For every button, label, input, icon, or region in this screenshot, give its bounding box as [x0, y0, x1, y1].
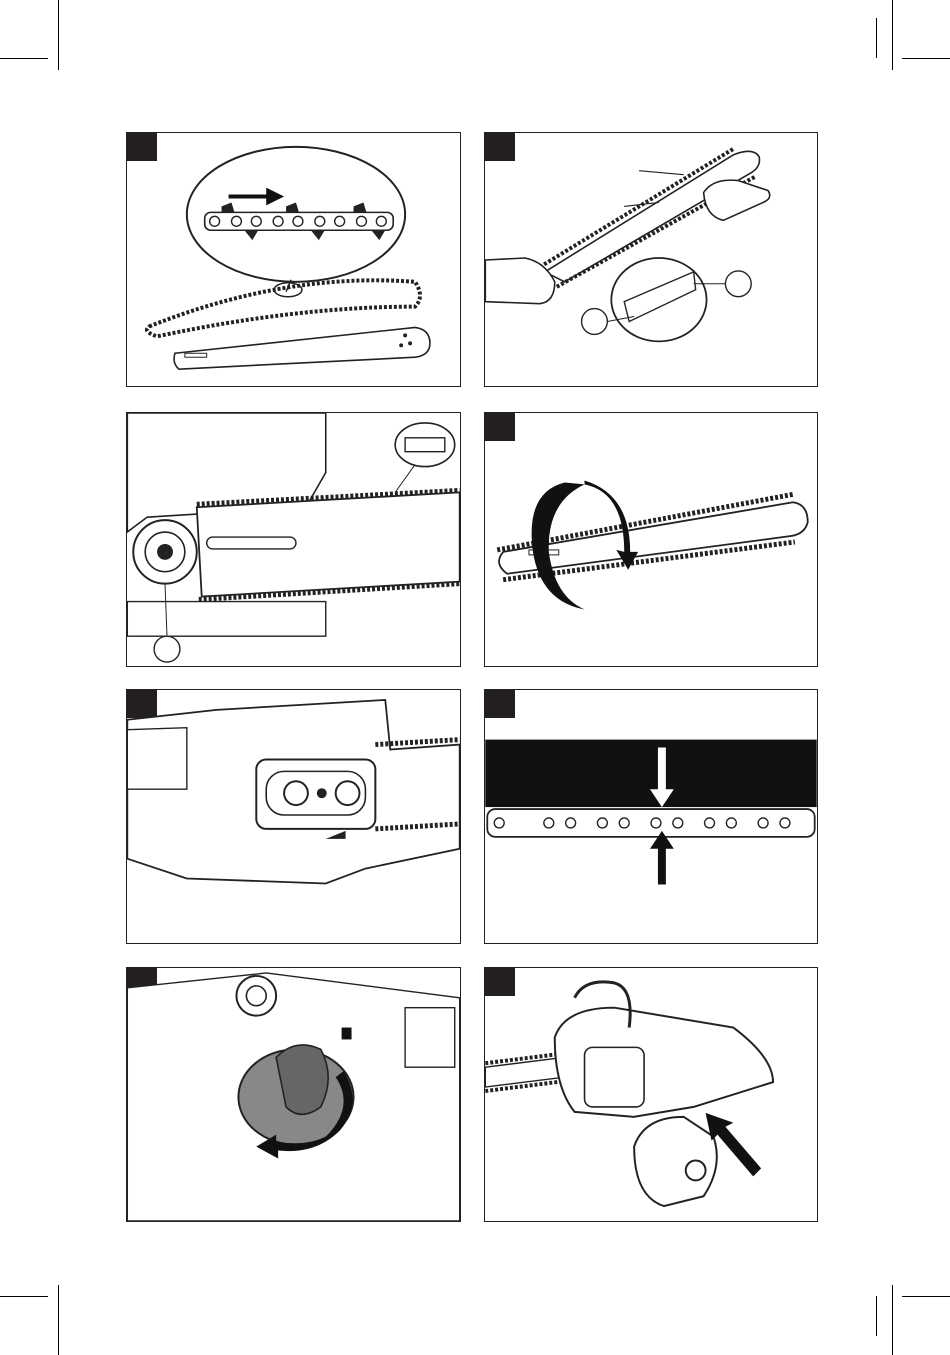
- sprocket-chain-illustration: [127, 413, 460, 666]
- chain-direction-illustration: [127, 133, 460, 386]
- crop-mark: [876, 18, 877, 58]
- figure-oil-cap: [126, 967, 461, 1222]
- crop-mark: [0, 58, 48, 59]
- crop-mark: [902, 1296, 950, 1297]
- crop-mark: [892, 1285, 893, 1355]
- figure-battery-insert: [484, 967, 818, 1222]
- figure-bar-flip: [484, 412, 818, 667]
- crop-mark: [892, 0, 893, 70]
- crop-mark: [876, 1296, 877, 1336]
- crop-mark: [58, 0, 59, 70]
- crop-mark: [902, 58, 950, 59]
- crop-mark: [58, 1285, 59, 1355]
- figure-chain-direction: [126, 132, 461, 387]
- chain-tension-illustration: [485, 690, 817, 943]
- figure-chain-on-sprocket: [126, 412, 461, 667]
- figure-chain-tension: [484, 689, 818, 944]
- gloved-hands-chain-bar-illustration: [485, 133, 817, 386]
- figure-cover-knobs: [126, 689, 461, 944]
- bar-rotation-illustration: [485, 413, 817, 666]
- battery-insert-illustration: [485, 968, 817, 1221]
- oil-cap-illustration: [127, 968, 460, 1221]
- figure-fit-chain-on-bar: [484, 132, 818, 387]
- crop-mark: [0, 1296, 48, 1297]
- side-cover-illustration: [127, 690, 460, 943]
